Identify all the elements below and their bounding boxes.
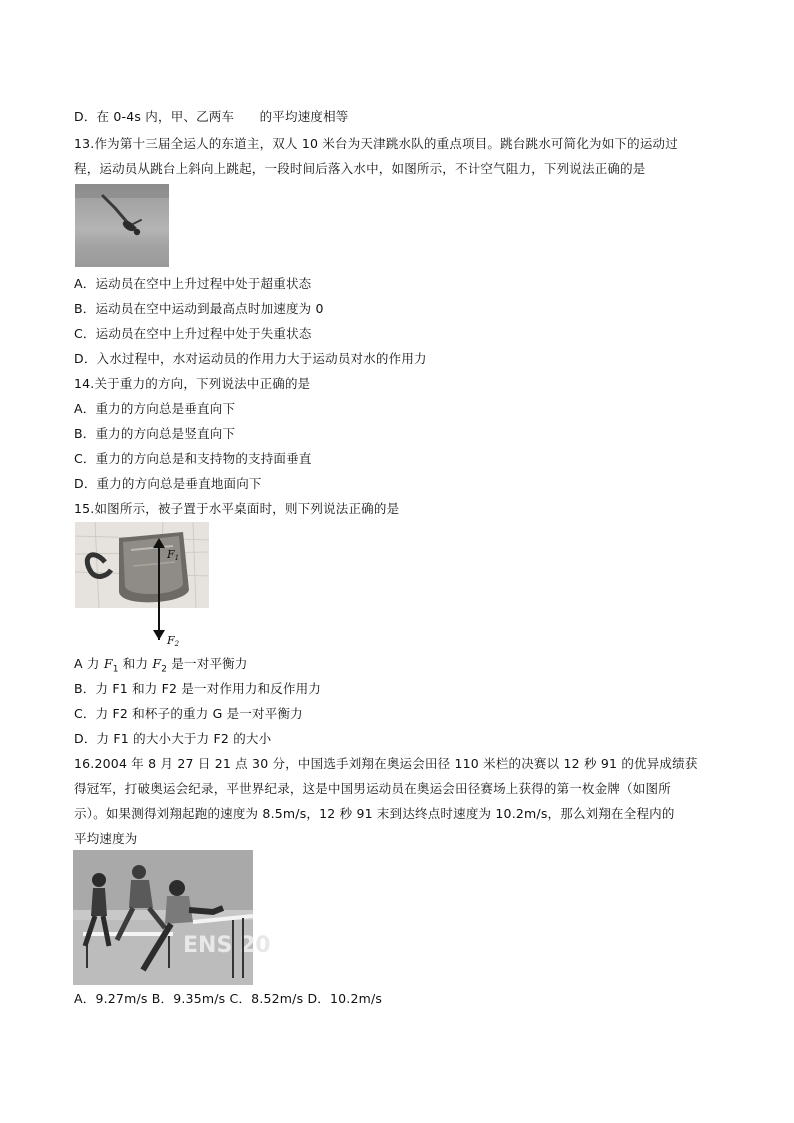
q13-stem-line-2: 程，运动员从跳台上斜向上跳起，一段时间后落入水中，如图所示，不计空气阻力，下列说法正确的是	[74, 161, 646, 176]
q13-option-a: A．运动员在空中上升过程中处于超重状态	[74, 276, 312, 291]
q15a-suffix: 是一对平衡力	[167, 656, 248, 671]
diver-photo	[75, 184, 169, 267]
q13-option-b: B．运动员在空中运动到最高点时加速度为 0	[74, 301, 324, 316]
q15a-f2: F	[152, 656, 162, 671]
f1-label: F	[167, 548, 175, 561]
q15-option-d: D．力 F1 的大小大于力 F2 的大小	[74, 731, 272, 746]
q13-option-d: D．入水过程中，水对运动员的作用力大于运动员对水的作用力	[74, 351, 427, 366]
f2-subscript: 2	[174, 640, 180, 648]
cup-force-figure	[75, 522, 209, 646]
q16-stem-line-3: 示）。如果测得刘翔起跑的速度为 8.5m/s，12 秒 91 末到达终点时速度为 10.2m/s，那么刘翔在全程内的	[74, 806, 675, 821]
q16-stem-line-2: 得冠军，打破奥运会纪录，平世界纪录，这是中国男运动员在奥运会田径赛场上获得的第一枚金牌（如图所	[74, 781, 671, 796]
f2-label: F	[167, 634, 175, 647]
q14-option-d: D．重力的方向总是垂直地面向下	[74, 476, 262, 491]
q16-options: A．9.27m/s B．9.35m/s C．8.52m/s D．10.2m/s	[74, 991, 383, 1006]
q14-option-a: A．重力的方向总是垂直向下	[74, 401, 236, 416]
q15a-f1: F	[103, 656, 113, 671]
svg-text:F2	[166, 634, 180, 648]
q15a-f1-sub: 1	[112, 664, 119, 675]
q16-stem-line-4: 平均速度为	[74, 831, 138, 846]
q13-stem-line-1: 13.作为第十三届全运人的东道主，双人 10 米台为天津跳水队的重点项目。跳台跳水可简化为如下的运动过	[74, 136, 678, 151]
hurdles-photo	[73, 850, 271, 985]
q16-stem-line-1: 16.2004 年 8 月 27 日 21 点 30 分，中国选手刘翔在奥运会田径 110 米栏的决赛以 12 秒 91 的优异成绩获	[74, 756, 698, 771]
q14-stem: 14.关于重力的方向，下列说法中正确的是	[74, 376, 311, 391]
q15-option-c: C．力 F2 和杯子的重力 G 是一对平衡力	[74, 706, 303, 721]
q15-option-b: B．力 F1 和力 F2 是一对作用力和反作用力	[74, 681, 322, 696]
q15-option-a	[74, 656, 248, 678]
banner-text: ENS 20	[183, 933, 271, 958]
q13-option-c: C．运动员在空中上升过程中处于失重状态	[74, 326, 312, 341]
q15-stem: 15.如图所示，被子置于水平桌面时，则下列说法正确的是	[74, 501, 400, 516]
f1-subscript: 1	[174, 554, 180, 562]
q14-option-b: B．重力的方向总是竖直向下	[74, 426, 236, 441]
q15a-mid: 和力	[118, 656, 153, 671]
q12-option-d: D．在 0-4s 内，甲、乙两车 的平均速度相等	[74, 109, 349, 124]
q15a-prefix: A 力	[74, 656, 104, 671]
q14-option-c: C．重力的方向总是和支持物的支持面垂直	[74, 451, 312, 466]
q15a-f2-sub: 2	[161, 664, 168, 675]
